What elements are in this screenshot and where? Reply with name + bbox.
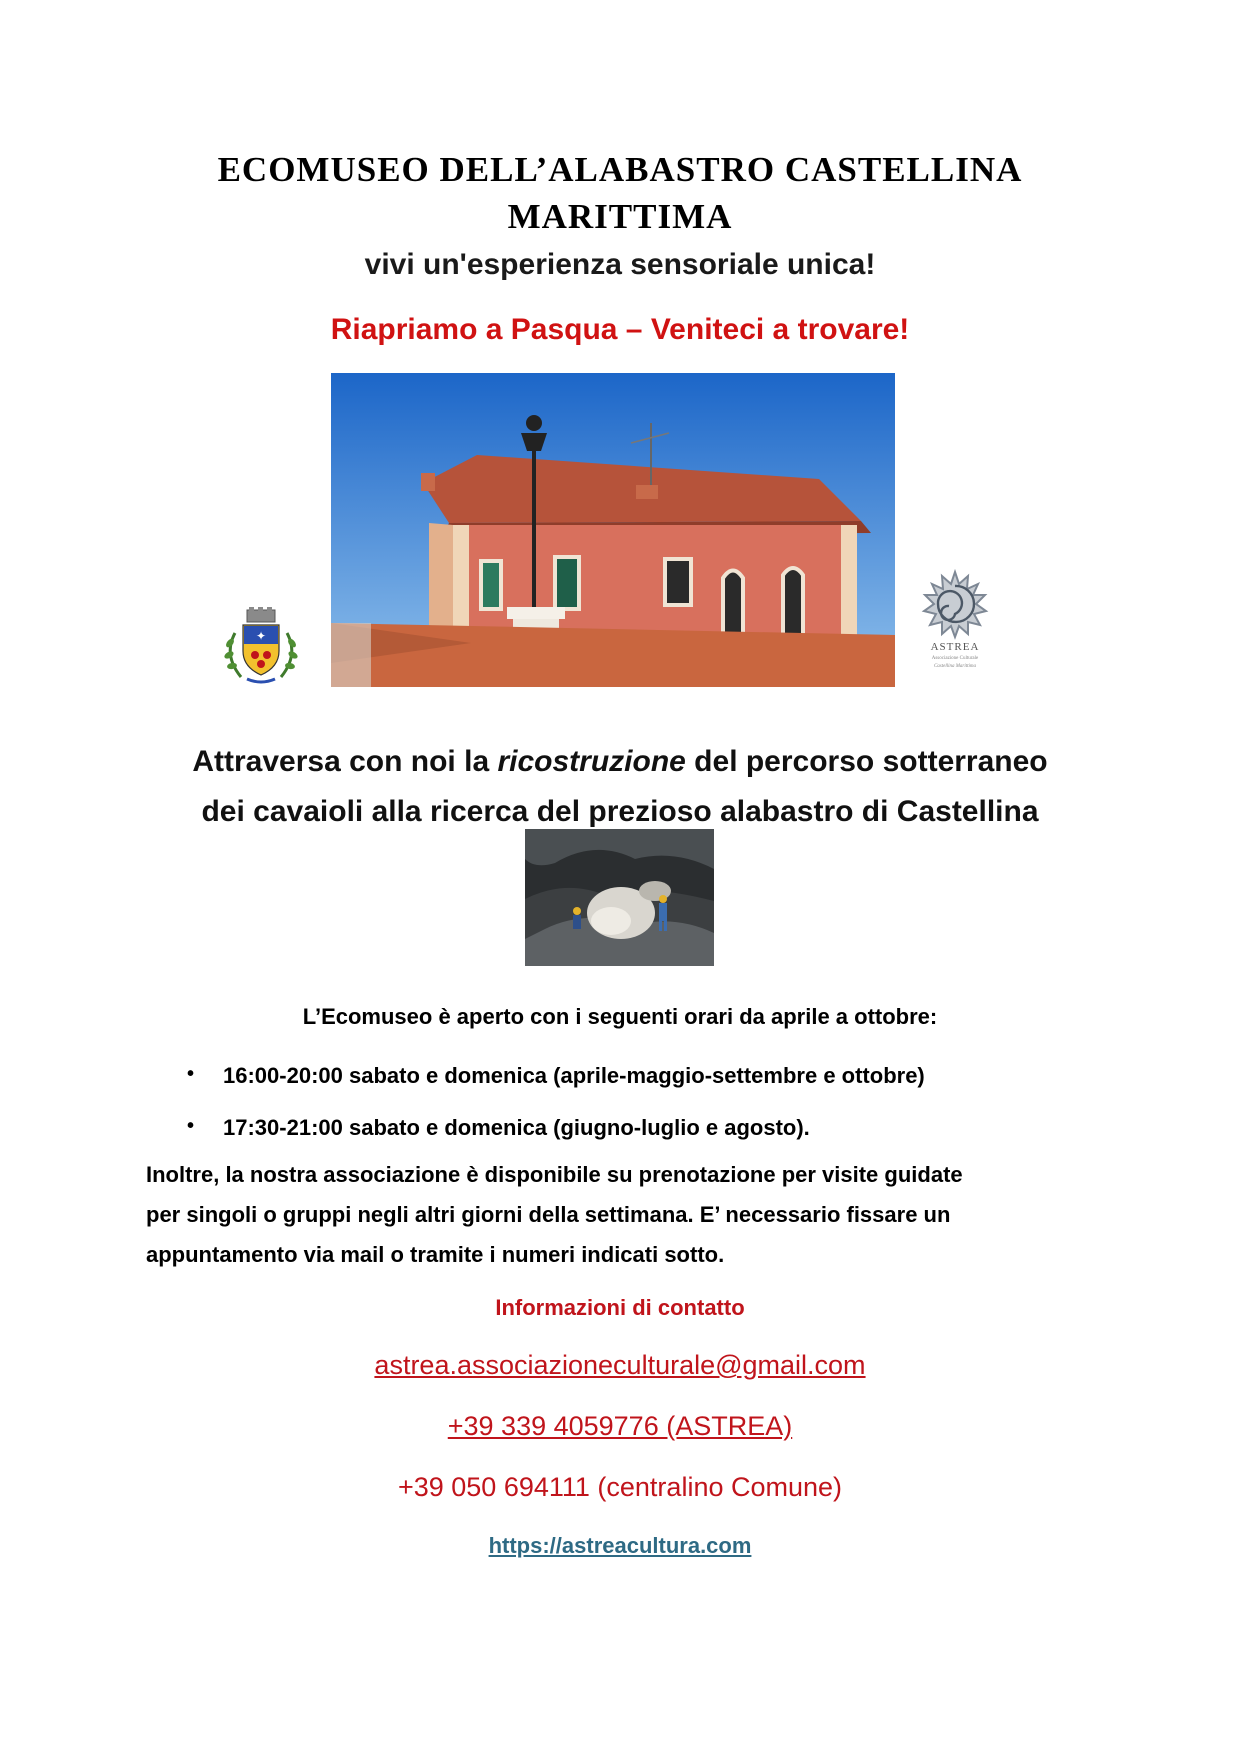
subtitle: vivi un'esperienza sensoriale unica!	[364, 248, 876, 281]
page-title-line1: ECOMUSEO DELL’ALABASTRO CASTELLINA	[217, 150, 1023, 189]
bullet-icon: •	[187, 1115, 195, 1137]
website-link[interactable]: https://astreacultura.com	[488, 1533, 752, 1558]
reopen-notice: Riapriamo a Pasqua – Veniteci a trovare!	[330, 313, 910, 346]
astrea-logo	[918, 564, 993, 674]
email-link[interactable]: astrea.associazioneculturale@gmail.com	[374, 1350, 866, 1380]
hours-intro: L’Ecomuseo è aperto con i seguenti orari da aprile a ottobre:	[302, 1004, 938, 1029]
astrea-logo-tagline-1: Associazione Culturale	[931, 656, 979, 661]
intro-text	[120, 737, 1120, 837]
contacts-heading: Informazioni di contatto	[495, 1295, 745, 1320]
booking-paragraph	[146, 1155, 1106, 1275]
astrea-logo-tagline-2: Castellina Marittima	[933, 664, 977, 669]
intro-line1-end: del percorso sotterraneo	[685, 745, 1048, 778]
bullet-icon: •	[187, 1063, 195, 1085]
hours-item-1: 16:00-20:00 sabato e domenica (aprile-maggio-settembre e ottobre)	[223, 1063, 925, 1088]
booking-line1: Inoltre, la nostra associazione è disponibile su prenotazione per visite guidate	[146, 1162, 963, 1187]
page-title-line2: MARITTIMA	[507, 197, 733, 236]
municipal-crest-image	[221, 605, 301, 688]
intro-line1	[120, 737, 1120, 787]
astrea-logo-name: ASTREA	[930, 641, 980, 653]
page-title	[120, 146, 1120, 240]
phone-astrea-link[interactable]: +39 339 4059776 (ASTREA)	[447, 1411, 793, 1441]
intro-line2: dei cavaioli alla ricerca del prezioso alabastro di Castellina	[201, 795, 1039, 828]
cave-miners-photo	[525, 829, 714, 966]
booking-line3: appuntamento via mail o tramite i numeri indicati sotto.	[146, 1242, 725, 1267]
phone-comune: +39 050 694111 (centralino Comune)	[397, 1472, 843, 1502]
hours-item-2: 17:30-21:00 sabato e domenica (giugno-luglio e agosto).	[223, 1115, 810, 1140]
svg-text:✦: ✦	[255, 629, 267, 643]
museum-building-photo	[331, 373, 895, 687]
intro-line1-start: Attraversa con noi la	[192, 745, 498, 778]
booking-line2: per singoli o gruppi negli altri giorni della settimana. E’ necessario fissare un	[146, 1202, 951, 1227]
intro-line1-emphasis: ricostruzione	[497, 745, 686, 778]
